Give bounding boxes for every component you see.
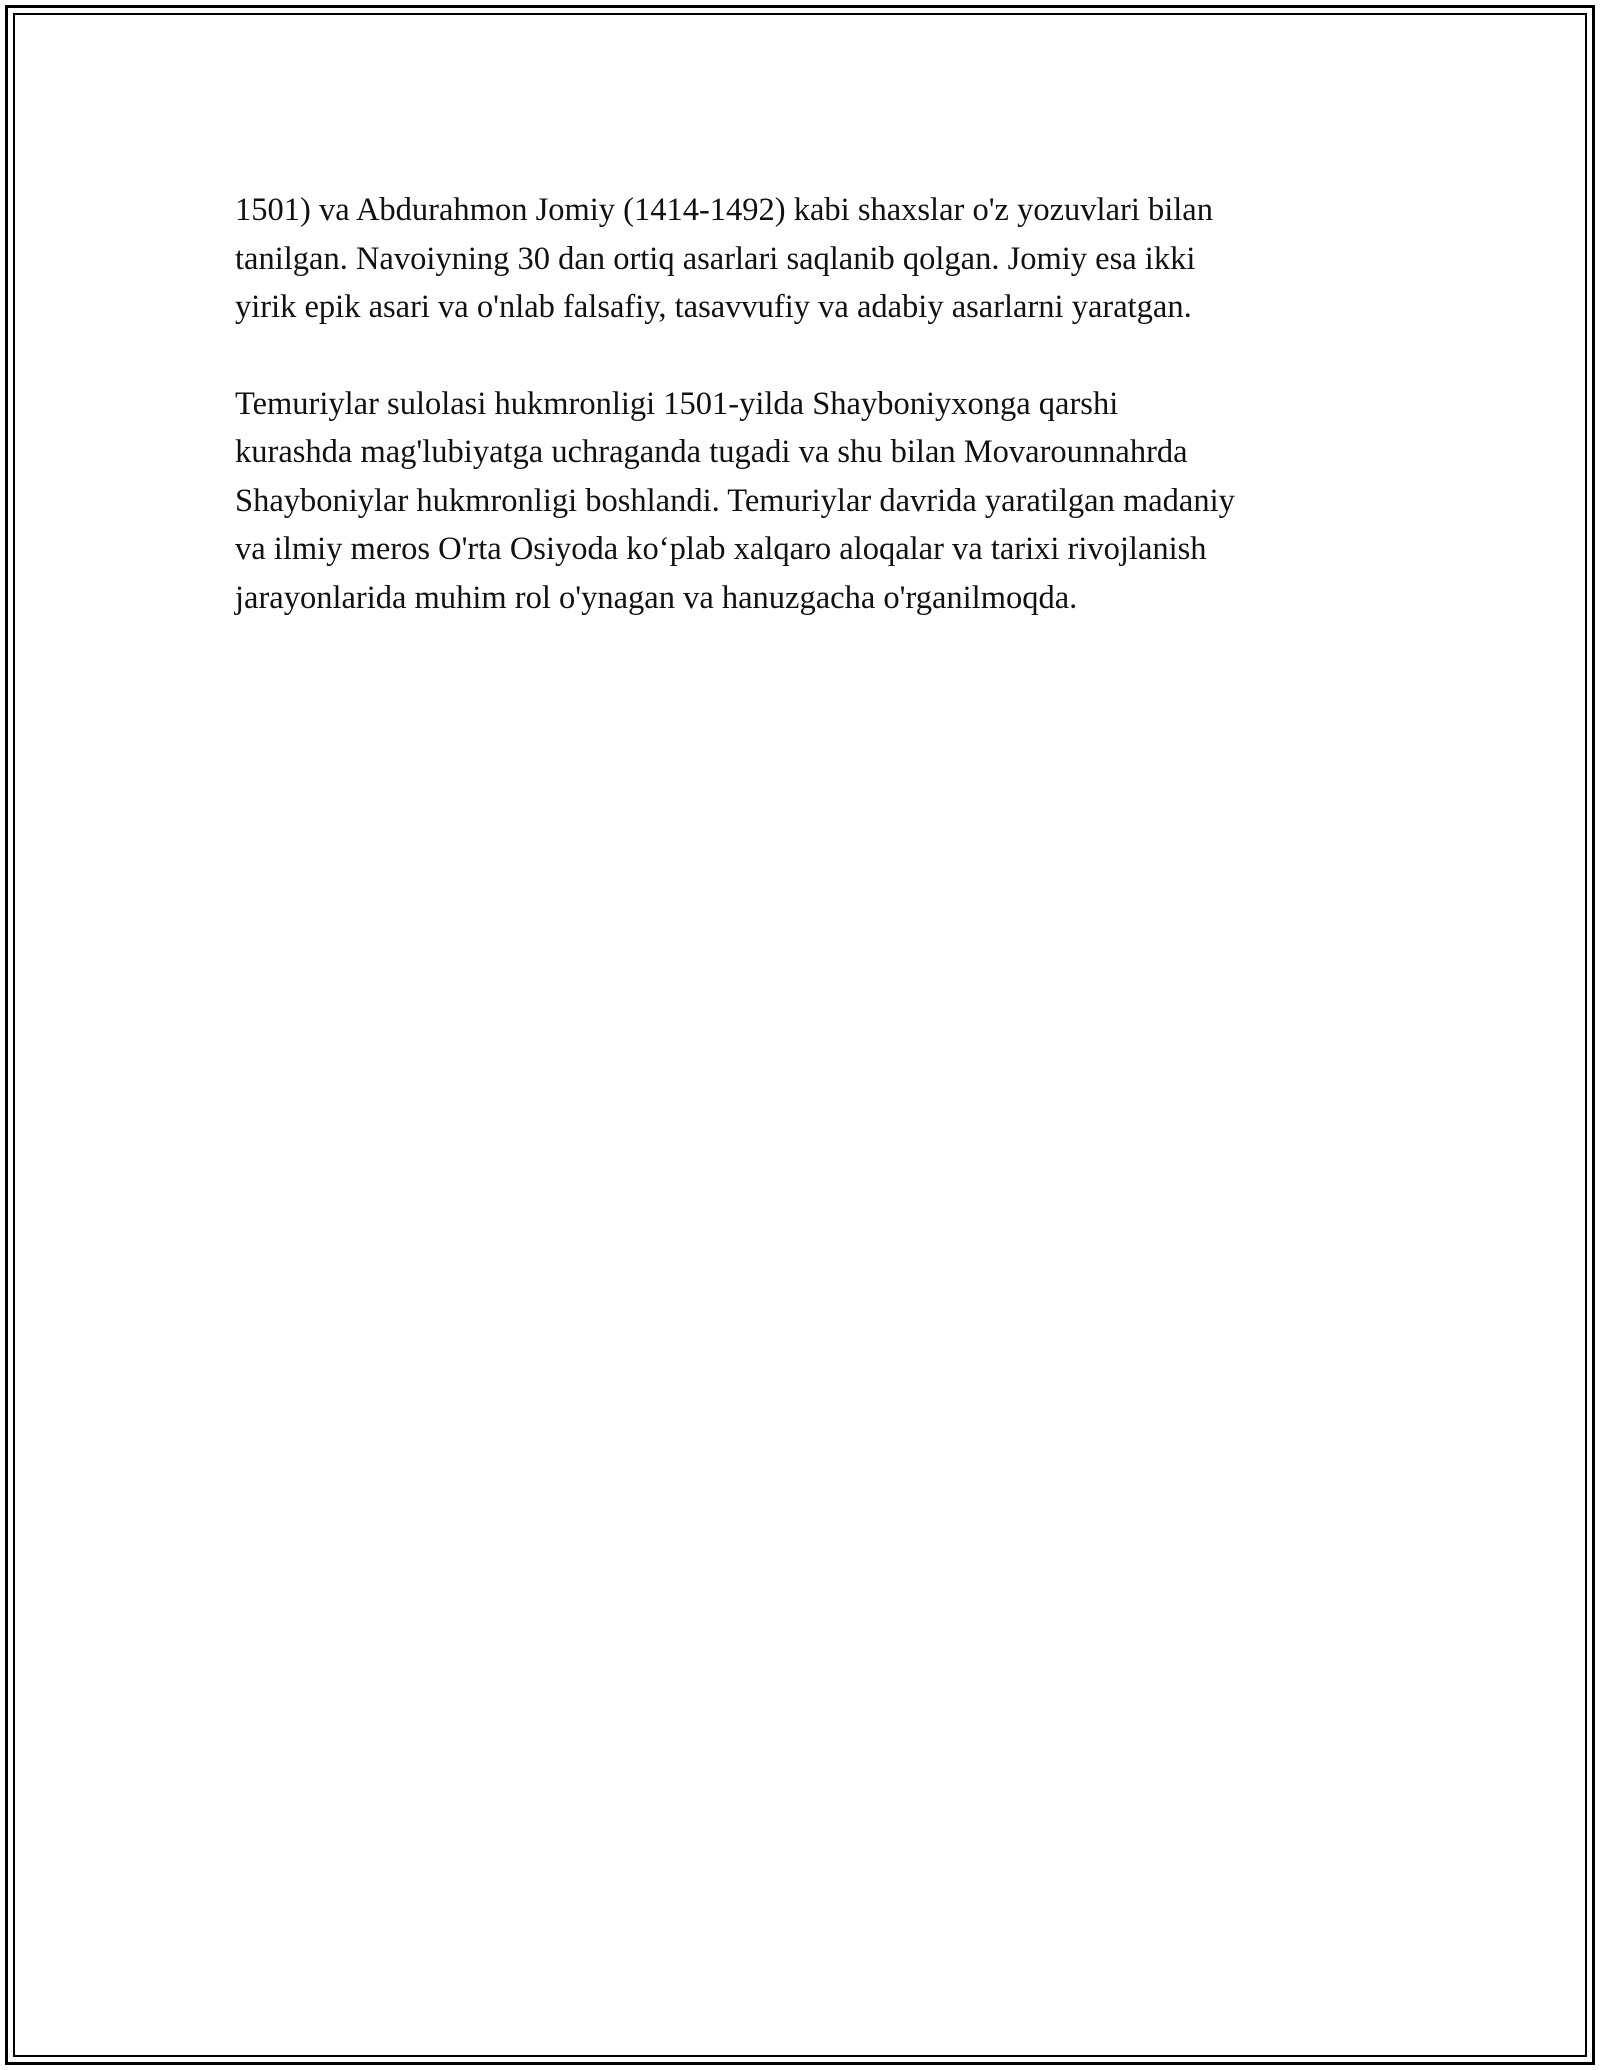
paragraph — [235, 186, 1405, 332]
paragraph — [235, 380, 1405, 623]
text-line: jarayonlarida muhim rol o'ynagan va hanuzgacha o'rganilmoqda. — [235, 579, 1078, 616]
text-line: tanilgan. Navoiyning 30 dan ortiq asarlari saqlanib qolgan. Jomiy esa ikki — [235, 240, 1196, 277]
text-line: yirik epik asari va o'nlab falsafiy, tasavvufiy va adabiy asarlarni yaratgan. — [235, 289, 1192, 325]
text-line: va ilmiy meros O'rta Osiyoda ko‘plab xalqaro aloqalar va tarixi rivojlanish — [235, 531, 1207, 567]
text-line: 1501) va Abdurahmon Jomiy (1414-1492) kabi shaxslar o'z yozuvlari bilan — [235, 192, 1213, 228]
text-line: Temuriylar sulolasi hukmronligi 1501-yilda Shayboniyxonga qarshi — [235, 385, 1119, 422]
document-body — [235, 186, 1405, 622]
text-line: kurashda mag'lubiyatga uchraganda tugadi va shu bilan Movarounnahrda — [235, 434, 1188, 470]
text-line: Shayboniylar hukmronligi boshlandi. Temuriylar davrida yaratilgan madaniy — [235, 482, 1235, 519]
